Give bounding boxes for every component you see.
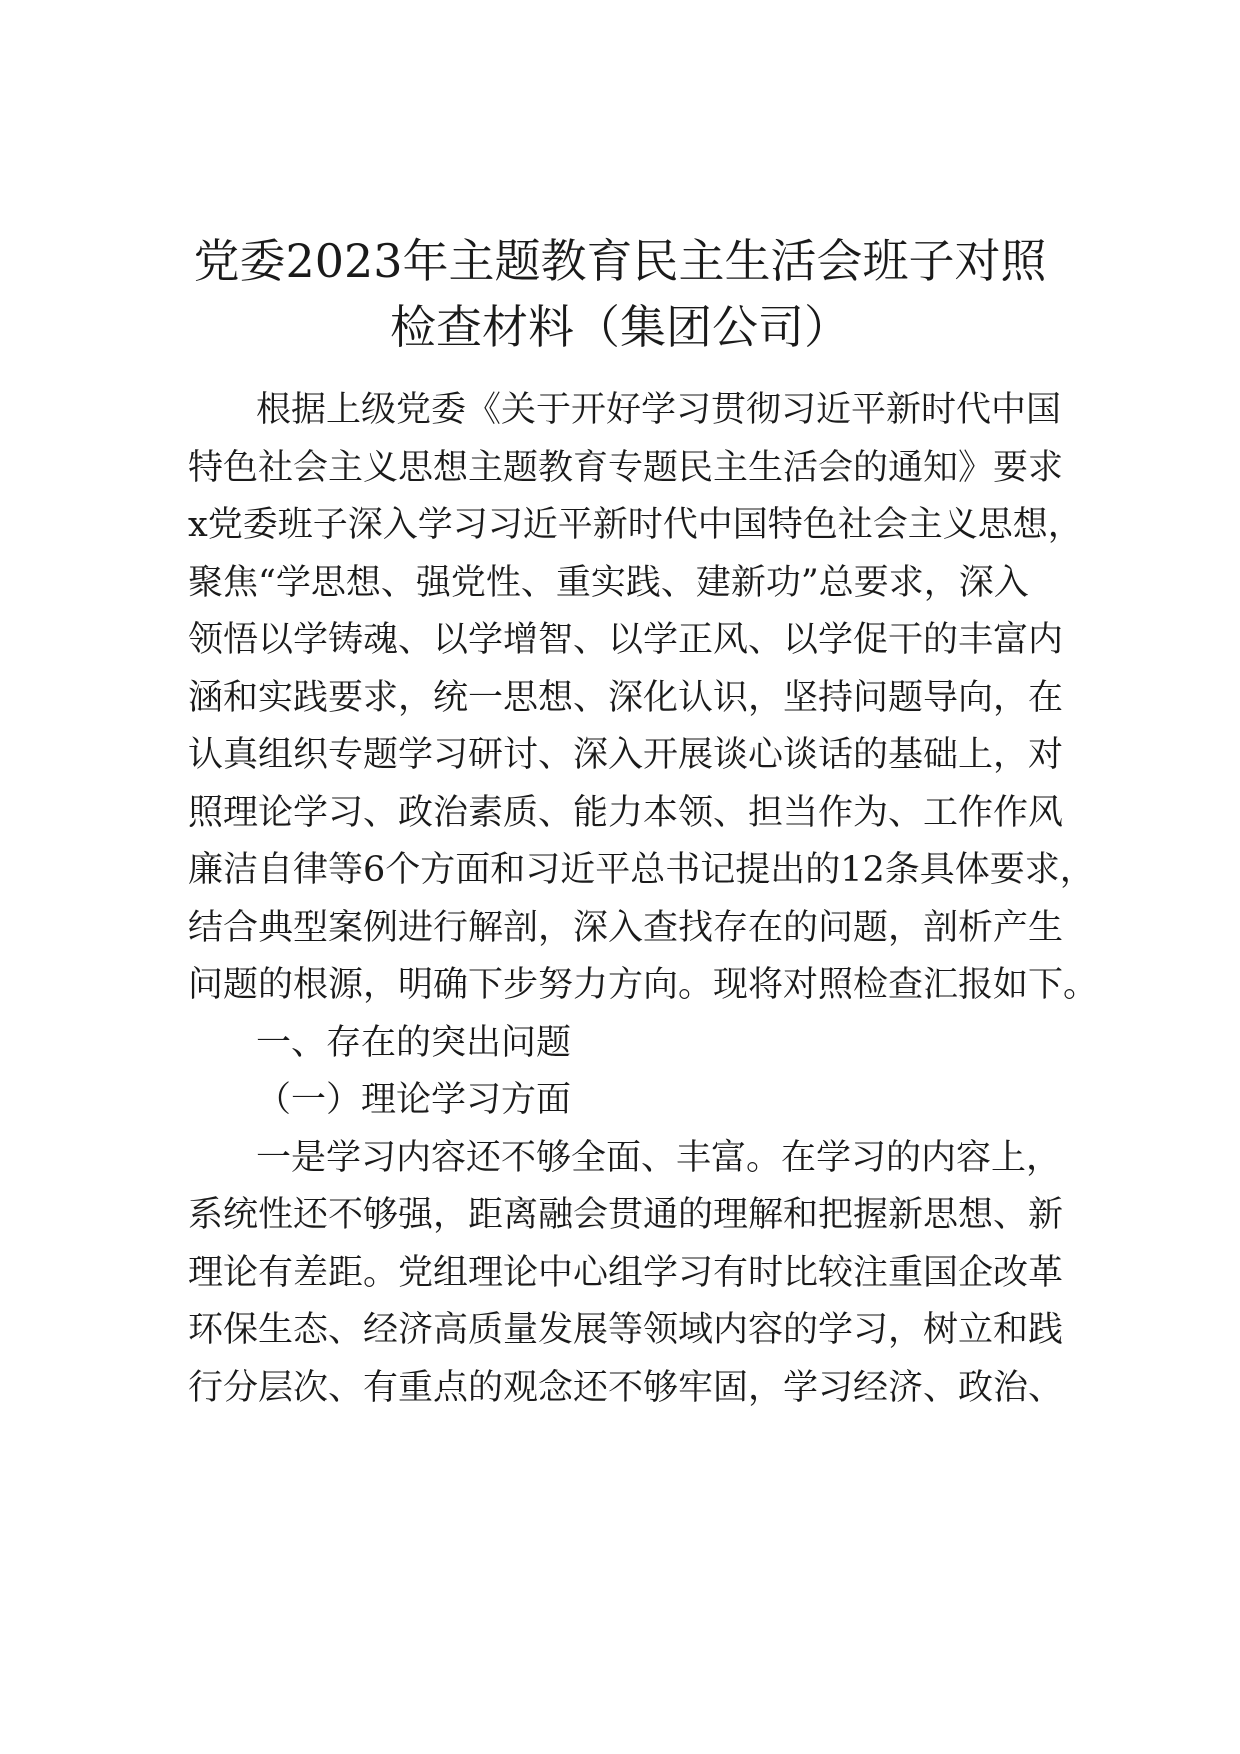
paragraph-line: 领悟以学铸魂、以学增智、以学正风、以学促干的丰富内 [188, 620, 1064, 660]
paragraph-line: 结合典型案例进行解剖，深入查找存在的问题，剖析产生 [188, 908, 1064, 948]
paragraph-line: 系统性还不够强，距离融会贯通的理解和把握新思想、新 [188, 1195, 1064, 1235]
title-line-2: 检查材料（集团公司） [390, 300, 850, 354]
document-title [150, 228, 1090, 360]
paragraph-line: 聚焦“学思想、强党性、重实践、建新功”总要求，深入 [188, 563, 1029, 603]
title-line-1: 党委2023年主题教育民主生活会班子对照 [193, 234, 1047, 288]
paragraph-line: 特色社会主义思想主题教育专题民主生活会的通知》要求 [188, 448, 1064, 488]
paragraph-line: 一是学习内容还不够全面、丰富。在学习的内容上， [256, 1138, 1062, 1178]
paragraph-line: 问题的根源，明确下步努力方向。现将对照检查汇报如下。 [188, 965, 1099, 1005]
paragraph-line: 环保生态、经济高质量发展等领域内容的学习，树立和践 [188, 1310, 1064, 1350]
paragraph-line: x党委班子深入学习习近平新时代中国特色社会主义思想， [188, 505, 1083, 545]
paragraph-line: 涵和实践要求，统一思想、深化认识，坚持问题导向，在 [188, 678, 1064, 718]
paragraph-line: 廉洁自律等6个方面和习近平总书记提出的12条具体要求， [188, 850, 1095, 890]
paragraph-line: 认真组织专题学习研讨、深入开展谈心谈话的基础上，对 [188, 735, 1064, 775]
paragraph-line: 行分层次、有重点的观念还不够牢固，学习经济、政治、 [188, 1368, 1064, 1408]
paragraph-line: 理论有差距。党组理论中心组学习有时比较注重国企改革 [188, 1253, 1064, 1293]
paragraph-line: 照理论学习、政治素质、能力本领、担当作为、工作作风 [188, 793, 1064, 833]
paragraph-line: 根据上级党委《关于开好学习贯彻习近平新时代中国 [256, 390, 1062, 430]
subsection-heading: （一）理论学习方面 [256, 1080, 572, 1120]
section-heading: 一、存在的突出问题 [256, 1023, 572, 1063]
